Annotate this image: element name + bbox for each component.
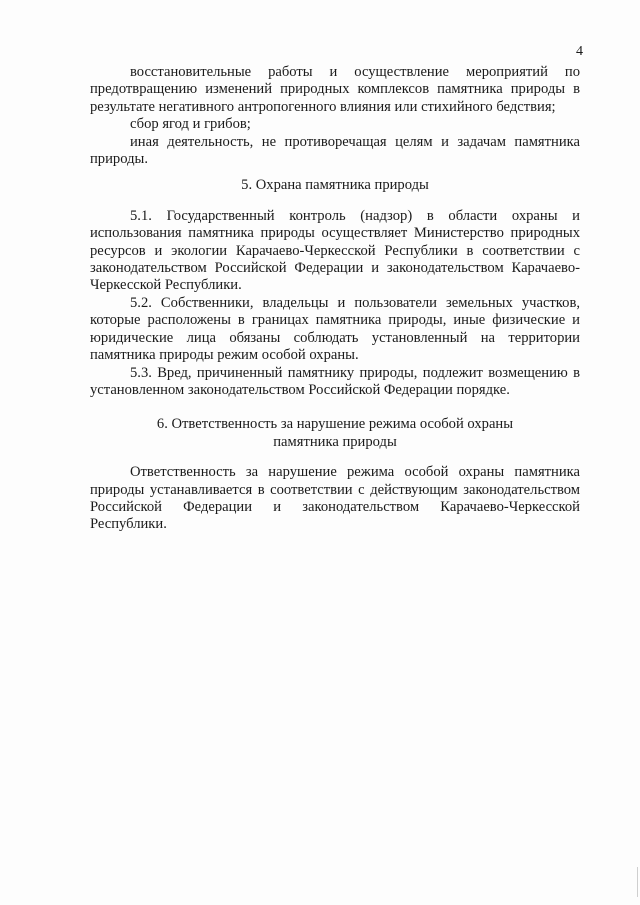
paragraph-other-activity: иная деятельность, не противоречащая целям и задачам памятника природы. <box>90 133 580 168</box>
paragraph-5-1: 5.1. Государственный контроль (надзор) в области охраны и использования памятника природы осуществляет Министерство природных ресурсов и экологии Карачаево-Черкесской Республики в соответствии с законодательством Российской Федерации и законодательством Карачаево-Черкесской Республики. <box>90 207 580 294</box>
scan-edge-mark <box>637 867 638 897</box>
paragraph-5-3: 5.3. Вред, причиненный памятнику природы, подлежит возмещению в установленном законодательством Российской Федерации порядке. <box>90 364 580 398</box>
section-6-heading <box>90 416 580 451</box>
paragraph-berries-mushrooms: сбор ягод и грибов; <box>130 116 251 133</box>
paragraph-liability: Ответственность за нарушение режима особой охраны памятника природы устанавливается в соответствии с действующим законодательством Российской Федерации и законодательством Карачаево-Черкесской Республики. <box>90 464 580 533</box>
section-6-heading-line1: 6. Ответственность за нарушение режима особой охраны <box>156 416 514 433</box>
document-body <box>90 64 580 534</box>
page-number: 4 <box>576 44 583 59</box>
section-6-heading-line2: памятника природы <box>273 433 397 450</box>
section-5-heading: 5. Охрана памятника природы <box>241 177 429 194</box>
paragraph-restoration-works: восстановительные работы и осуществление мероприятий по предотвращению изменений природных комплексов памятника природы в результате негативного антропогенного влияния или стихийного бедствия; <box>90 64 580 115</box>
paragraph-5-2: 5.2. Собственники, владельцы и пользователи земельных участков, которые расположены в границах памятника природы, иные физические и юридические лица обязаны соблюдать установленный на территории памятника природы режим особой охраны. <box>90 294 580 364</box>
